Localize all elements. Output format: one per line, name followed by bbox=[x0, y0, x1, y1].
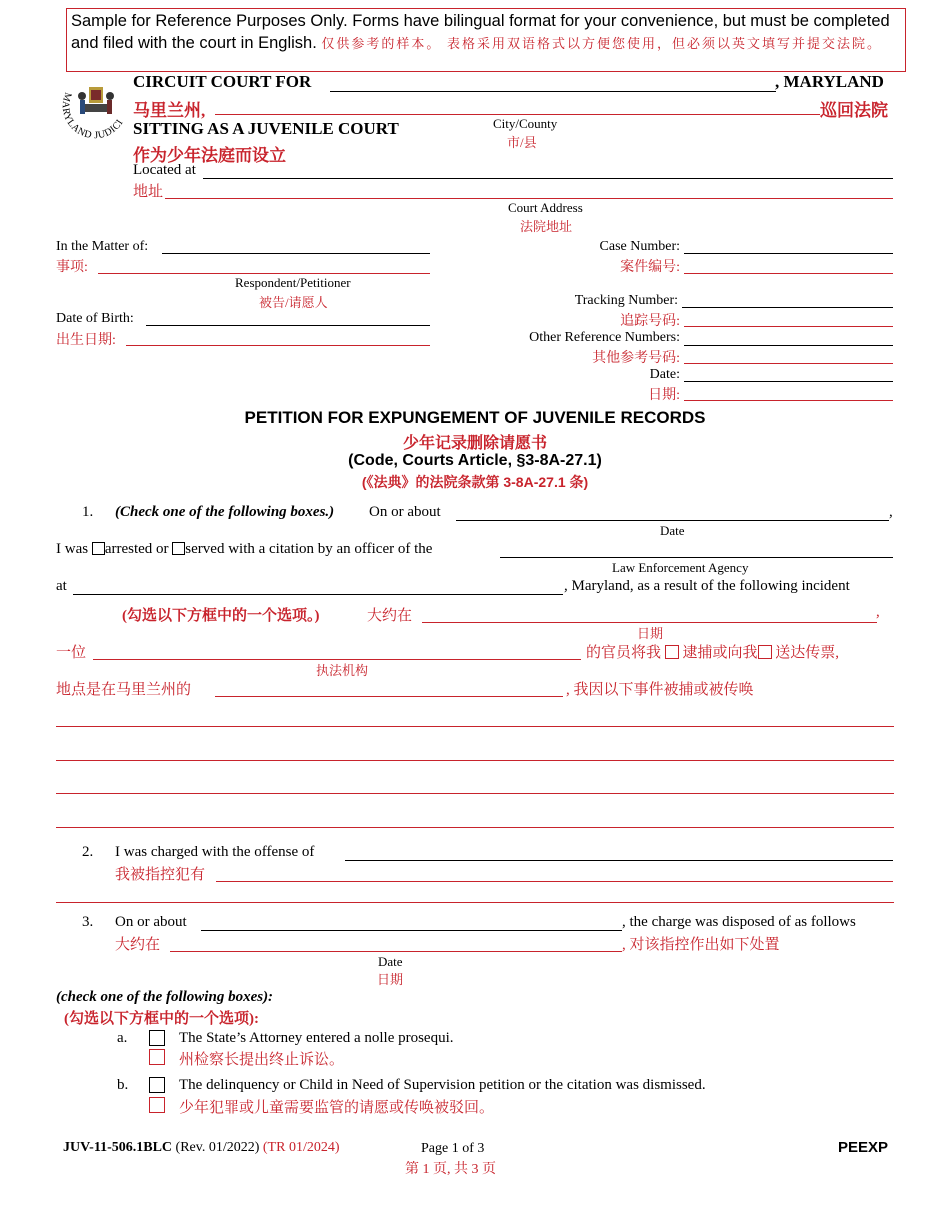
in-matter-label: In the Matter of: bbox=[56, 239, 149, 254]
zh-case-number-line[interactable] bbox=[684, 273, 893, 274]
choice-b-label: b. bbox=[117, 1077, 129, 1093]
zh-respondent-caption: 被告/请愿人 bbox=[259, 295, 328, 310]
choice-a-text: The State’s Attorney entered a nolle prosequi. bbox=[179, 1030, 454, 1046]
location-line[interactable] bbox=[73, 594, 563, 595]
item3-date-line[interactable] bbox=[201, 930, 622, 931]
zh-officer-text bbox=[586, 641, 839, 662]
maryland-result-text: , Maryland, as a result of the following incident bbox=[564, 578, 850, 594]
incident-line-1[interactable] bbox=[56, 726, 894, 727]
zh-dob-line[interactable] bbox=[126, 345, 430, 346]
item1-date-line[interactable] bbox=[456, 520, 889, 521]
agency-line[interactable] bbox=[500, 557, 893, 558]
zh-court-address-caption: 法院地址 bbox=[520, 219, 573, 234]
juvenile-court-label: SITTING AS A JUVENILE COURT bbox=[133, 119, 399, 138]
case-number-label: Case Number: bbox=[599, 239, 680, 254]
choice-a-checkbox-wrap bbox=[149, 1030, 165, 1049]
zh-date-label: 日期: bbox=[648, 388, 680, 403]
zh-circuit-court-label: 巡回法院 bbox=[820, 101, 888, 120]
code-reference: (Code, Courts Article, §3-8A-27.1) bbox=[348, 452, 602, 469]
zh-choice-b-checkbox[interactable] bbox=[149, 1097, 165, 1113]
zh-tracking-number-line[interactable] bbox=[684, 326, 893, 327]
choice-a-label: a. bbox=[117, 1030, 128, 1046]
item1-check-instruction: (Check one of the following boxes.) bbox=[115, 504, 335, 520]
zh-serve-label: 送达传票, bbox=[775, 645, 840, 661]
zh-located-at-label: 地址 bbox=[133, 184, 164, 200]
zh-in-matter-line[interactable] bbox=[98, 273, 430, 274]
choices-check-instruction: (check one of the following boxes): bbox=[56, 989, 274, 1005]
zh-choice-b-text: 少年犯罪或儿童需要监管的请愿或传唤被驳回。 bbox=[179, 1100, 495, 1116]
item1-i-was bbox=[56, 541, 432, 558]
zh-arrest-label: 逮捕或向我 bbox=[682, 645, 758, 661]
zh-item1-comma: , bbox=[876, 604, 880, 620]
page-number: Page 1 of 3 bbox=[421, 1141, 485, 1156]
court-address-line[interactable] bbox=[203, 178, 893, 179]
offense-line[interactable] bbox=[345, 860, 893, 861]
zh-incident-text: , 我因以下事件被捕或被传唤 bbox=[566, 682, 754, 698]
choice-b-checkbox-wrap bbox=[149, 1077, 165, 1096]
notice-chinese: 仅供参考的样本。 表格采用双语格式以方便您使用，但必须以英文填写并提交法院。 bbox=[321, 36, 883, 51]
zh-in-matter-label: 事项: bbox=[56, 260, 88, 275]
other-ref-label: Other Reference Numbers: bbox=[529, 330, 680, 345]
respondent-caption: Respondent/Petitioner bbox=[235, 275, 351, 290]
seal-text: MARYLAND JUDICI bbox=[60, 90, 126, 140]
case-number-line[interactable] bbox=[684, 253, 893, 254]
zh-juvenile-court-label: 作为少年法庭而设立 bbox=[133, 146, 286, 165]
tracking-number-label: Tracking Number: bbox=[574, 293, 678, 308]
maryland-judiciary-seal bbox=[60, 74, 130, 140]
seal-icon bbox=[60, 74, 130, 140]
i-was-label: I was bbox=[56, 541, 89, 557]
zh-offense-line[interactable] bbox=[216, 881, 893, 882]
county-line[interactable] bbox=[330, 91, 776, 92]
zh-item2-charged-label: 我被指控犯有 bbox=[115, 867, 206, 883]
zh-officer-label: 的官员将我 bbox=[586, 645, 662, 661]
tracking-number-line[interactable] bbox=[682, 307, 893, 308]
agency-caption: Law Enforcement Agency bbox=[612, 560, 749, 575]
zh-choice-a-text: 州检察长提出终止诉讼。 bbox=[179, 1052, 345, 1068]
zh-page-number: 第 1 页, 共 3 页 bbox=[405, 1162, 496, 1177]
zh-tracking-number-label: 追踪号码: bbox=[620, 314, 680, 329]
at-label: at bbox=[56, 578, 67, 594]
incident-line-4[interactable] bbox=[56, 827, 894, 828]
item3-disposed-text: , the charge was disposed of as follows bbox=[622, 914, 856, 930]
date-line[interactable] bbox=[684, 381, 893, 382]
item3-on-about: On or about bbox=[115, 914, 187, 930]
item3-date-caption: Date bbox=[378, 954, 403, 969]
date-label: Date: bbox=[649, 367, 680, 382]
item2-number: 2. bbox=[82, 844, 94, 860]
zh-choice-b-checkbox-wrap bbox=[149, 1097, 165, 1116]
zh-serve-checkbox[interactable] bbox=[758, 645, 772, 659]
zh-choice-a-checkbox-wrap bbox=[149, 1049, 165, 1068]
arrested-checkbox[interactable] bbox=[92, 542, 105, 555]
zh-other-ref-line[interactable] bbox=[684, 363, 893, 364]
city-county-caption: City/County bbox=[493, 116, 558, 131]
located-at-label: Located at bbox=[133, 162, 196, 178]
zh-agency-caption: 执法机构 bbox=[316, 663, 369, 678]
dob-label: Date of Birth: bbox=[56, 311, 134, 326]
zh-item1-date-caption: 日期 bbox=[637, 626, 664, 641]
zh-item3-disposed-text: , 对该指控作出如下处置 bbox=[622, 937, 780, 953]
item1-number: 1. bbox=[82, 504, 94, 520]
dob-line[interactable] bbox=[146, 325, 430, 326]
zh-item1-on-about: 大约在 bbox=[367, 608, 413, 624]
arrested-label: arrested or bbox=[104, 541, 169, 557]
choice-b-text: The delinquency or Child in Need of Supervision petition or the citation was dismissed. bbox=[179, 1077, 706, 1093]
in-matter-line[interactable] bbox=[162, 253, 430, 254]
notice-english: Sample for Reference Purposes Only. Forms have bilingual format for your convenience, but must be completed and filed with the court in English. bbox=[71, 12, 890, 52]
item1-on-about: On or about bbox=[369, 504, 441, 520]
zh-code-reference: (《法典》的法院条款第 3-8A-27.1 条) bbox=[361, 474, 589, 490]
zh-choices-check-instruction: (勾选以下方框中的一个选项): bbox=[64, 1011, 259, 1027]
zh-other-ref-label: 其他参考号码: bbox=[592, 351, 680, 366]
offense-line-2[interactable] bbox=[56, 902, 894, 903]
zh-item3-date-line[interactable] bbox=[170, 951, 622, 952]
item1-date-caption: Date bbox=[660, 523, 685, 538]
maryland-label: , MARYLAND bbox=[775, 72, 884, 91]
zh-maryland-label: 马里兰州, bbox=[133, 101, 206, 120]
zh-item3-date-caption: 日期 bbox=[377, 972, 404, 987]
zh-court-address-line[interactable] bbox=[165, 198, 893, 199]
form-code: PEEXP bbox=[838, 1139, 889, 1156]
zh-item1-check: (勾选以下方框中的一个选项。) bbox=[122, 608, 320, 624]
circuit-court-label: CIRCUIT COURT FOR bbox=[133, 72, 312, 91]
form-rev: (Rev. 01/2022) bbox=[175, 1140, 260, 1155]
zh-county-line[interactable] bbox=[215, 114, 820, 115]
zh-page-title: 少年记录删除请愿书 bbox=[402, 435, 547, 452]
zh-case-number-label: 案件编号: bbox=[620, 260, 680, 275]
notice-box bbox=[66, 8, 906, 72]
footer-form-id bbox=[63, 1140, 340, 1156]
zh-city-county-caption: 市/县 bbox=[507, 135, 537, 150]
choice-a-checkbox[interactable] bbox=[149, 1030, 165, 1046]
zh-arrest-checkbox[interactable] bbox=[665, 645, 679, 659]
zh-location-line[interactable] bbox=[215, 696, 563, 697]
served-checkbox[interactable] bbox=[172, 542, 185, 555]
form-tr: (TR 01/2024) bbox=[262, 1140, 340, 1155]
form-id: JUV-11-506.1BLC bbox=[63, 1140, 173, 1155]
zh-item3-on-about: 大约在 bbox=[115, 937, 161, 953]
incident-line-3[interactable] bbox=[56, 793, 894, 794]
zh-dob-label: 出生日期: bbox=[56, 333, 116, 348]
incident-line-2[interactable] bbox=[56, 760, 894, 761]
item3-number: 3. bbox=[82, 914, 94, 930]
zh-one-label: 一位 bbox=[56, 645, 87, 661]
zh-location-label: 地点是在马里兰州的 bbox=[56, 682, 192, 698]
served-label: served with a citation by an officer of the bbox=[185, 541, 433, 557]
zh-date-line[interactable] bbox=[684, 400, 893, 401]
other-ref-line[interactable] bbox=[684, 345, 893, 346]
court-address-caption: Court Address bbox=[508, 200, 583, 215]
page-title: PETITION FOR EXPUNGEMENT OF JUVENILE RECORDS bbox=[244, 408, 706, 427]
item1-comma: , bbox=[889, 504, 893, 520]
choice-b-checkbox[interactable] bbox=[149, 1077, 165, 1093]
item2-charged-label: I was charged with the offense of bbox=[115, 844, 315, 860]
zh-choice-a-checkbox[interactable] bbox=[149, 1049, 165, 1065]
